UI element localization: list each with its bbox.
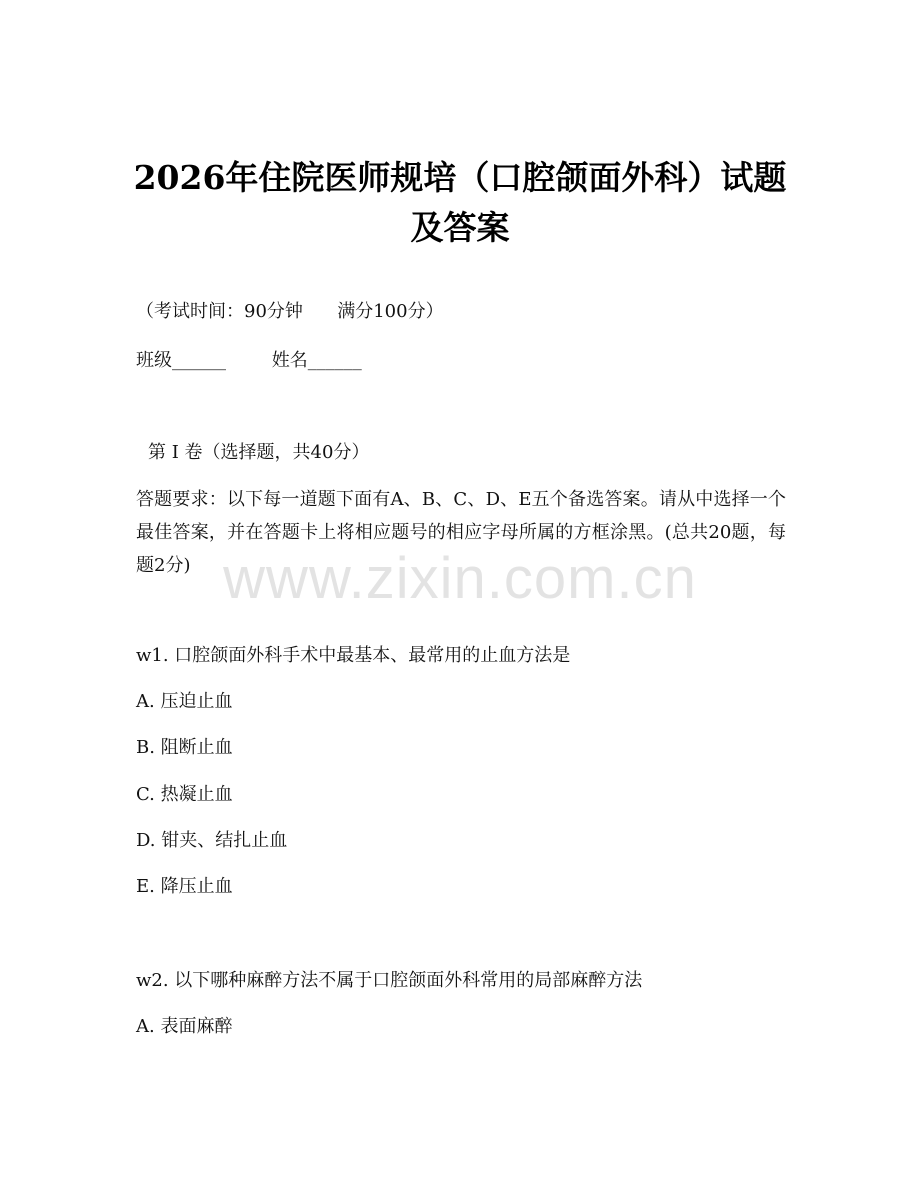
document-title-line-2: 及答案 — [410, 208, 510, 247]
question-2-stem: w2. 以下哪种麻醉方法不属于口腔颌面外科常用的局部麻醉方法 — [136, 970, 643, 991]
exam-info: （考试时间：90分钟 满分100分） — [136, 301, 444, 322]
question-1-stem: w1. 口腔颌面外科手术中最基本、最常用的止血方法是 — [136, 645, 571, 666]
question-1-option-e: E. 降压止血 — [136, 876, 233, 897]
question-1-option-d: D. 钳夹、结扎止血 — [136, 830, 288, 851]
question-1-option-a: A. 压迫止血 — [136, 691, 233, 712]
question-1-option-c: C. 热凝止血 — [136, 784, 233, 805]
section-heading: 第 I 卷（选择题，共40分） — [148, 442, 370, 463]
answer-instructions: 答题要求：以下每一道题下面有A、B、C、D、E五个备选答案。请从中选择一个最佳答案，并在答题卡上将相应题号的相应字母所属的方框涂黑。(总共20题，每题2分) — [136, 489, 786, 576]
document-title-line-1: 2026年住院医师规培（口腔颌面外科）试题 — [133, 158, 787, 197]
watermark: www.zixin.com.cn — [223, 546, 697, 611]
class-name-fields: 班级______ 姓名______ — [136, 350, 362, 371]
question-1-option-b: B. 阻断止血 — [136, 737, 233, 758]
question-2-option-a: A. 表面麻醉 — [136, 1016, 233, 1037]
